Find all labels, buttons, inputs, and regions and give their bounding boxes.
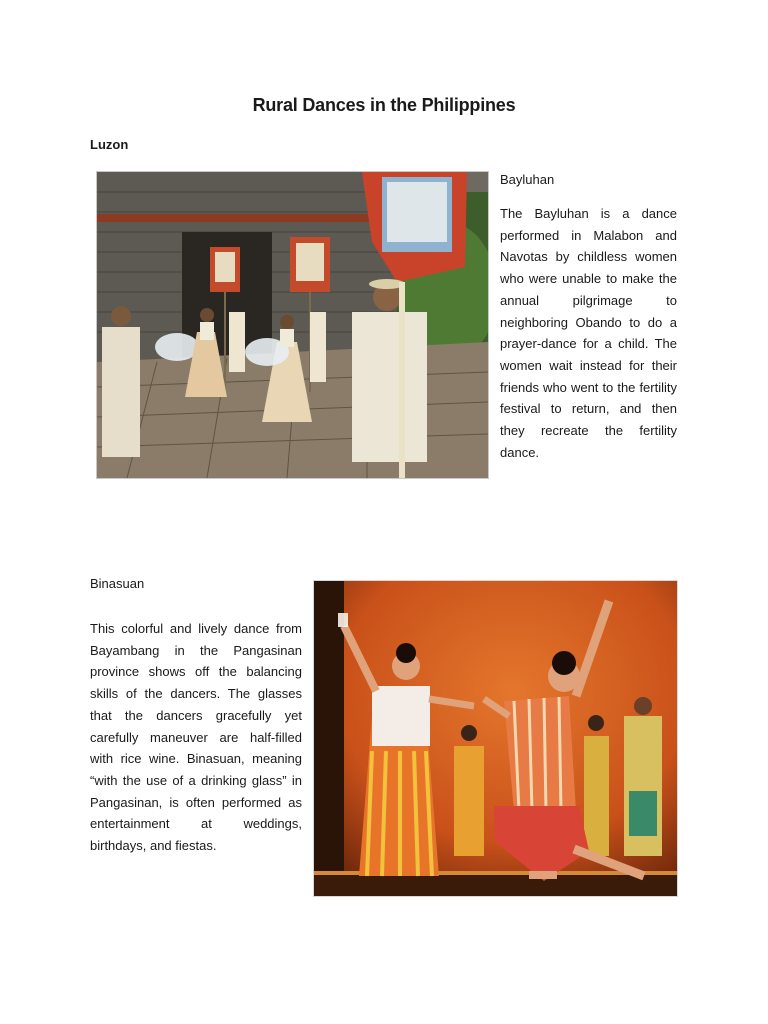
bayluhan-photo-illustration <box>97 172 488 478</box>
page-title: Rural Dances in the Philippines <box>252 95 516 115</box>
region-heading: Luzon <box>90 137 129 152</box>
bayluhan-heading: Bayluhan <box>500 172 555 187</box>
binasuan-photo-illustration <box>314 581 677 896</box>
binasuan-paragraph: This colorful and lively dance from Bayambang in the Pangasinan province shows off the balancing skills of the dancers. The glasses that the dancers gracefully yet carefully maneuver are half-filled with rice wine. Binasuan, meaning “with the use of a drinking glass” in Pangasinan, is often performed as entertainment at weddings, birthdays, and fiestas. <box>90 621 302 854</box>
bayluhan-photo <box>96 171 489 479</box>
bayluhan-paragraph: The Bayluhan is a dance performed in Malabon and Navotas by childless women who were unable to make the annual pilgrimage to neighboring Obando to do a prayer-dance for a child. The women wait instead for their friends who went to the fertility festival to return, and then they recreate the fertility dance. <box>500 206 677 460</box>
binasuan-heading: Binasuan <box>90 576 145 591</box>
binasuan-photo <box>313 580 678 897</box>
